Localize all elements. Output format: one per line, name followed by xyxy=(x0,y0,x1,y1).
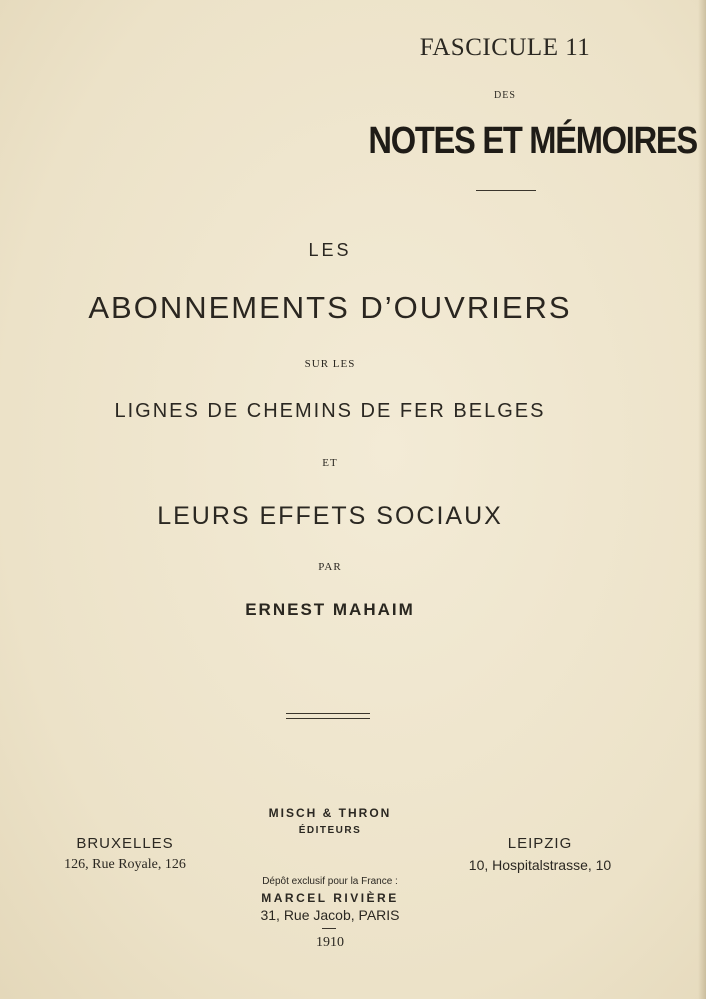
title-connector-et: ET xyxy=(322,457,338,469)
separator-rule xyxy=(476,190,536,191)
series-title: NOTES ET MÉMOIRES xyxy=(368,120,697,162)
page-edge-shadow xyxy=(698,0,706,999)
address-bruxelles: 126, Rue Royale, 126 xyxy=(64,857,186,872)
year-dash xyxy=(322,928,336,929)
publication-year: 1910 xyxy=(316,935,344,950)
title-article: LES xyxy=(308,240,352,260)
depot-note: Dépôt exclusif pour la France : xyxy=(262,876,398,887)
depot-address: 31, Rue Jacob, PARIS xyxy=(260,907,400,923)
depot-name: MARCEL RIVIÈRE xyxy=(261,891,399,905)
publisher-name: MISCH & THRON xyxy=(268,806,392,820)
fascicule-number: FASCICULE 11 xyxy=(419,34,591,61)
double-rule xyxy=(286,713,370,719)
address-leipzig: 10, Hospitalstrasse, 10 xyxy=(468,857,612,873)
author-name: ERNEST MAHAIM xyxy=(245,600,415,619)
publisher-role: ÉDITEURS xyxy=(298,825,362,836)
city-leipzig: LEIPZIG xyxy=(507,835,573,852)
title-connector-sur-les: SUR LES xyxy=(304,358,356,370)
city-bruxelles: BRUXELLES xyxy=(76,835,174,852)
title-line-lignes: LIGNES DE CHEMINS DE FER BELGES xyxy=(114,400,546,422)
byline-par: PAR xyxy=(318,561,342,573)
main-title: ABONNEMENTS D’OUVRIERS xyxy=(88,290,572,325)
title-line-effets: LEURS EFFETS SOCIAUX xyxy=(157,502,503,530)
des-label: DES xyxy=(494,90,516,101)
